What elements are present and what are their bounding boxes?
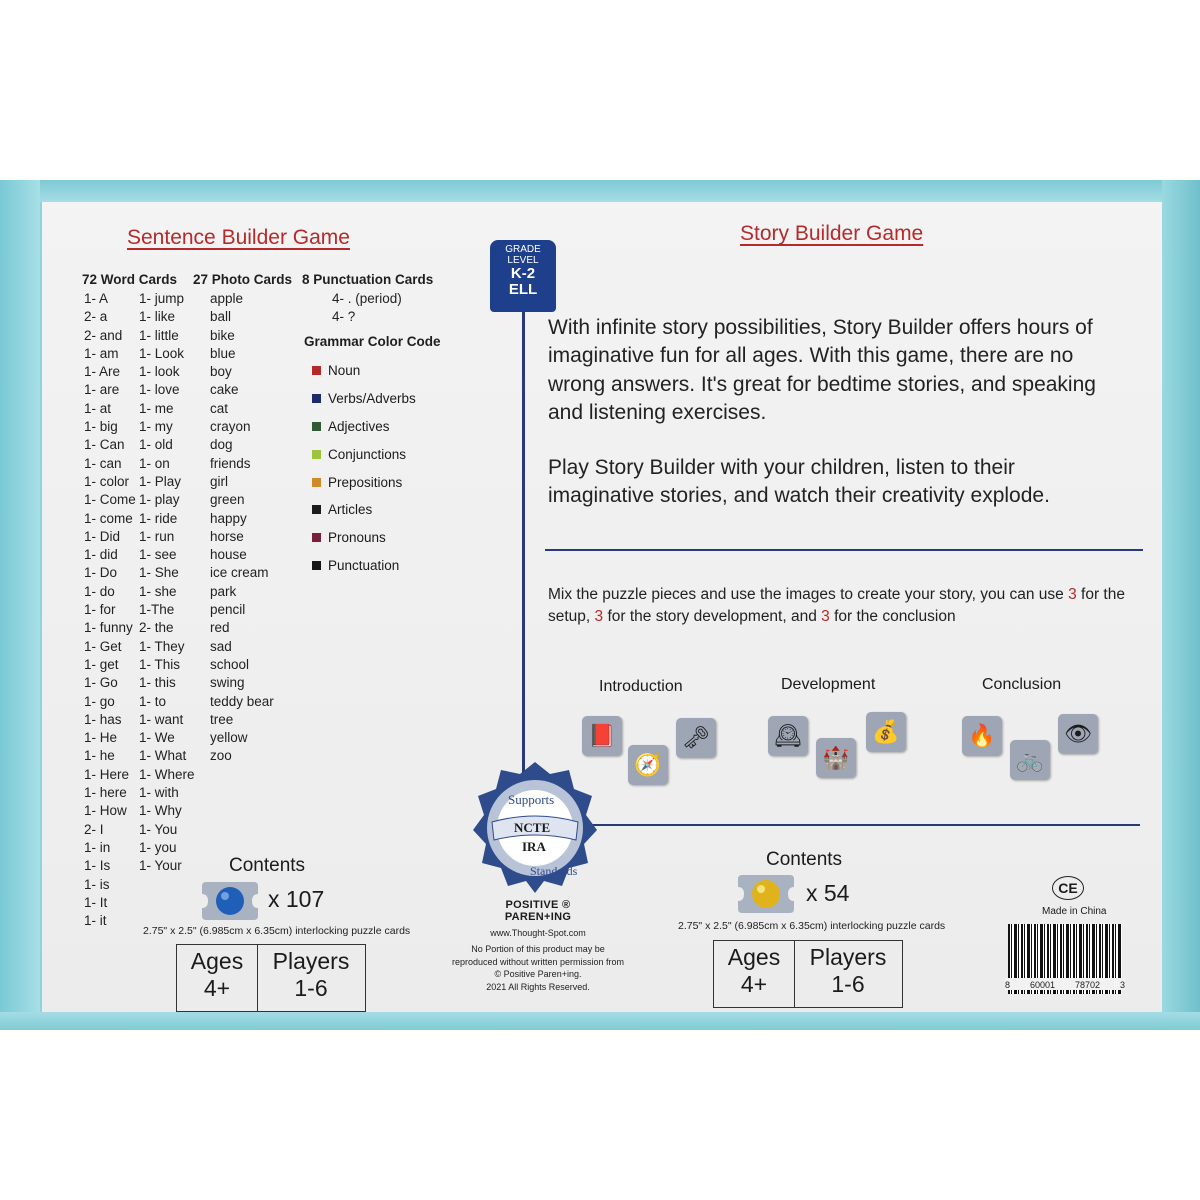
photo-card-item: swing <box>210 675 245 691</box>
story-game-title: Story Builder Game <box>740 222 924 245</box>
grade-line3: K-2 <box>510 265 536 282</box>
instr-part: for the story development, and <box>603 608 822 625</box>
box-edge-left <box>0 180 40 1030</box>
word-card-item: 1- Can <box>84 437 125 453</box>
word-card-item: 1- big <box>84 419 118 435</box>
word-card-item: 1- play <box>139 492 180 508</box>
word-card-item: 1- color <box>84 473 130 489</box>
castle-icon: 🏰 <box>816 738 856 778</box>
players-value: 1-6 <box>831 971 865 997</box>
story-instructions <box>548 584 1138 628</box>
yellow-puzzle-piece-icon <box>736 873 796 915</box>
ages-cell <box>714 941 794 1007</box>
word-card-item: 1- my <box>139 419 173 435</box>
word-card-item: 1- with <box>139 785 179 801</box>
barcode-digit: 78702 <box>1074 980 1101 990</box>
story-description: With infinite story possibilities, Story Builder offers hours of imaginative fun for all ages. With this game, there are no wrong answers. It's great for bedtime stories, and speaking and listening exercises. <box>548 316 1096 425</box>
word-card-item: 2- the <box>139 620 174 636</box>
grammar-label: Noun <box>328 363 361 379</box>
clock-icon: 🕰 <box>768 716 808 756</box>
treasure-icon: 💰 <box>866 712 906 752</box>
ages-cell <box>177 945 257 1011</box>
ages-value: 4+ <box>740 971 768 997</box>
story-contents-label: Contents <box>766 849 843 870</box>
word-card-item: 1- is <box>84 876 110 892</box>
word-card-item: 1- Go <box>84 675 118 691</box>
color-swatch-icon <box>312 366 321 375</box>
eye-icon: 👁 <box>1058 714 1098 754</box>
color-swatch-icon <box>312 422 321 431</box>
book-icon: 📕 <box>582 716 622 756</box>
photo-card-item: green <box>210 492 245 508</box>
ncte-ira-seal <box>470 760 600 895</box>
instr-number: 3 <box>821 608 830 625</box>
grade-line2: LEVEL <box>507 255 539 266</box>
sentence-ages-players-box <box>176 944 366 1012</box>
photo-card-item: cake <box>210 382 239 398</box>
word-card-item: 1- Do <box>84 565 118 581</box>
players-label: Players <box>809 944 887 970</box>
publisher-website: www.Thought-Spot.com <box>490 928 586 938</box>
grammar-row <box>312 440 416 468</box>
instr-part: for the conclusion <box>829 608 956 625</box>
word-card-item: 1- We <box>139 730 175 746</box>
sentence-game-title: Sentence Builder Game <box>127 226 350 249</box>
punct-item: 4- ? <box>332 309 356 325</box>
instr-part: Mix the puzzle pieces and use the images to create your story, you can use <box>548 586 1069 603</box>
word-card-item: 1- They <box>139 638 185 654</box>
story-divider-top <box>545 549 1143 551</box>
word-card-item: 2- a <box>84 309 108 325</box>
sentence-contents-label: Contents <box>229 855 306 876</box>
photo-card-item: apple <box>210 291 244 306</box>
word-card-item: 1- love <box>139 382 180 398</box>
word-card-item: 1- to <box>139 693 167 709</box>
stage-introduction: Introduction <box>599 678 683 695</box>
vertical-divider <box>522 310 525 820</box>
word-card-item: 1- A <box>84 291 109 306</box>
word-card-item: 1- old <box>139 437 173 453</box>
grammar-row <box>312 357 416 385</box>
color-swatch-icon <box>312 394 321 403</box>
barcode-digits <box>1005 978 1125 990</box>
ages-label: Ages <box>727 944 781 970</box>
word-card-item: 1- are <box>84 382 120 398</box>
word-card-item: 1-The <box>139 602 175 618</box>
photo-card-item: school <box>210 656 250 672</box>
word-card-item: 1- she <box>139 583 177 599</box>
box-edge-top <box>0 180 1200 202</box>
compass-icon: 🧭 <box>628 745 668 785</box>
logo-line2: PAREN+ING <box>504 911 572 923</box>
word-card-item: 1- want <box>139 711 184 727</box>
barcode-digit: 60001 <box>1029 980 1056 990</box>
color-swatch-icon <box>312 533 321 542</box>
grammar-row <box>312 385 416 413</box>
key-icon: 🗝 <box>676 718 716 758</box>
word-card-item: 1- go <box>84 693 115 709</box>
stage-development: Development <box>781 676 876 693</box>
story-play-text: Play Story Builder with your children, listen to their imaginative stories, and watch their creativity explode. <box>548 456 1050 508</box>
stage-conclusion: Conclusion <box>982 676 1062 693</box>
word-card-item: 1- How <box>84 803 127 819</box>
photo-card-item: happy <box>210 510 247 526</box>
photo-card-item: girl <box>210 473 229 489</box>
photo-card-item: sad <box>210 638 232 654</box>
word-card-item: 2- and <box>84 327 123 343</box>
word-card-item: 1- You <box>139 821 178 837</box>
word-card-item: 1- little <box>139 327 179 343</box>
word-card-item: 1- Are <box>84 364 121 380</box>
players-cell <box>257 945 364 1011</box>
grammar-label: Verbs/Adverbs <box>328 391 416 407</box>
word-card-item: 1- Is <box>84 858 111 874</box>
ages-label: Ages <box>190 948 244 974</box>
legal-line: © Positive Paren+ing. <box>494 969 582 979</box>
grammar-label: Conjunctions <box>328 446 407 462</box>
photo-card-item: yellow <box>210 730 248 746</box>
photo-card-item: ice cream <box>210 565 269 581</box>
sentence-card-dimensions: 2.75" x 2.5" (6.985cm x 6.35cm) interlocking puzzle cards <box>143 925 411 937</box>
grade-line1: GRADE <box>505 244 541 255</box>
word-list-col1 <box>84 290 136 930</box>
word-card-item: 1- run <box>139 528 175 544</box>
grammar-label: Punctuation <box>328 557 400 573</box>
box-edge-bottom <box>0 1012 1200 1030</box>
word-card-item: 1- Look <box>139 345 185 361</box>
grammar-label: Articles <box>328 502 373 518</box>
grade-line4: ELL <box>508 281 538 298</box>
grammar-label: Prepositions <box>328 474 403 490</box>
word-card-item: 1- Play <box>139 473 182 489</box>
word-card-item: 1- in <box>84 839 111 855</box>
photo-card-item: boy <box>210 364 232 380</box>
word-card-item: 1- Where <box>139 766 195 782</box>
bicycle-icon: 🚲 <box>1010 740 1050 780</box>
grammar-row <box>312 468 416 496</box>
photo-cards-header: 27 Photo Cards <box>193 272 293 287</box>
word-cards-header: 72 Word Cards <box>82 272 178 287</box>
word-card-item: 1- What <box>139 748 187 764</box>
word-card-item: 1- am <box>84 345 119 361</box>
word-card-item: 1- Did <box>84 528 121 544</box>
story-ages-players-box <box>713 940 903 1008</box>
word-card-item: 1- like <box>139 309 176 325</box>
word-card-item: 1- for <box>84 602 116 618</box>
word-card-item: 1- This <box>139 656 181 672</box>
legal-line: reproduced without written permission from <box>451 956 625 967</box>
ages-value: 4+ <box>203 975 231 1001</box>
punctuation-header: 8 Punctuation Cards <box>302 272 434 287</box>
campfire-icon: 🔥 <box>962 716 1002 756</box>
grammar-label: Pronouns <box>328 530 386 546</box>
word-card-item: 1- did <box>84 547 118 563</box>
story-card-count: x 54 <box>806 880 850 906</box>
photo-card-item: dog <box>210 437 233 453</box>
ce-mark-icon: CE <box>1052 876 1084 900</box>
word-card-item: 1- here <box>84 785 127 801</box>
grammar-row <box>312 552 416 580</box>
word-card-item: 1- Get <box>84 638 122 654</box>
word-card-item: 1- Here <box>84 766 130 782</box>
word-card-item: 1- at <box>84 400 112 416</box>
grammar-row <box>312 524 416 552</box>
photo-card-item: horse <box>210 528 244 544</box>
word-card-item: 1- can <box>84 455 122 471</box>
barcode-digit: 8 <box>1005 980 1011 990</box>
grammar-row <box>312 413 416 441</box>
word-card-item: 1- He <box>84 730 118 746</box>
legal-line: 2021 All Rights Reserved. <box>486 981 590 992</box>
color-swatch-icon <box>312 450 321 459</box>
word-card-item: 1- get <box>84 656 119 672</box>
word-card-item: 1- funny <box>84 620 133 636</box>
instr-number: 3 <box>594 608 604 625</box>
grade-level-badge <box>490 240 556 312</box>
word-card-item: 1- Your <box>139 858 182 874</box>
logo-line1: POSITIVE ® <box>505 899 571 911</box>
players-cell <box>794 941 901 1007</box>
word-card-item: 1- on <box>139 455 170 471</box>
word-card-item: 1- you <box>139 839 177 855</box>
grammar-header: Grammar Color Code <box>304 334 441 349</box>
word-card-item: 1- look <box>139 364 180 380</box>
word-card-item: 1- She <box>139 565 179 581</box>
word-card-item: 1- Why <box>139 803 182 819</box>
instr-part: for the setup, <box>548 586 1125 625</box>
photo-card-item: friends <box>210 455 251 471</box>
word-card-item: 1- this <box>139 675 176 691</box>
photo-card-item: ball <box>210 309 232 325</box>
seal-top-text: Supports <box>508 792 555 807</box>
grammar-row <box>312 496 416 524</box>
legal-line: No Portion of this product may be <box>471 944 605 954</box>
copyright-legal <box>448 943 628 993</box>
word-card-item: 1- see <box>139 547 177 563</box>
box-edge-right <box>1162 180 1200 1030</box>
word-card-item: 1- do <box>84 583 115 599</box>
word-card-item: 1- me <box>139 400 174 416</box>
color-swatch-icon <box>312 478 321 487</box>
photo-card-item: crayon <box>210 419 251 435</box>
word-card-item: 1- ride <box>139 510 178 526</box>
color-swatch-icon <box>312 505 321 514</box>
photo-card-item: blue <box>210 345 236 361</box>
sentence-card-count: x 107 <box>268 886 325 912</box>
word-card-item: 1- he <box>84 748 115 764</box>
photo-card-item: zoo <box>210 748 232 764</box>
word-card-item: 1- Come <box>84 492 136 508</box>
made-in-china: Made in China <box>1042 906 1107 917</box>
players-label: Players <box>272 948 350 974</box>
photo-card-item: tree <box>210 711 234 727</box>
instr-number: 3 <box>1068 586 1077 603</box>
photo-card-item: bike <box>210 327 235 343</box>
grammar-label: Adjectives <box>328 418 390 434</box>
word-card-item: 1- has <box>84 711 122 727</box>
color-swatch-icon <box>312 561 321 570</box>
photo-card-item: pencil <box>210 602 246 618</box>
story-divider-bottom <box>570 824 1140 826</box>
seal-bottom-text: Standards <box>530 864 578 878</box>
photo-card-item: red <box>210 620 230 636</box>
players-value: 1-6 <box>294 975 328 1001</box>
photo-card-item: park <box>210 583 237 599</box>
word-card-item: 1- it <box>84 913 107 929</box>
grammar-color-list <box>312 357 416 579</box>
barcode-digit: 3 <box>1119 980 1125 990</box>
seal-line2: IRA <box>522 839 546 854</box>
word-card-item: 2- I <box>84 821 104 837</box>
photo-card-item: cat <box>210 400 229 416</box>
word-list-col2 <box>139 290 195 876</box>
story-card-dimensions: 2.75" x 2.5" (6.985cm x 6.35cm) interlocking puzzle cards <box>678 920 946 932</box>
punct-item: 4- . (period) <box>332 291 402 306</box>
word-card-item: 1- jump <box>139 291 185 306</box>
photo-list <box>210 290 274 766</box>
positive-parenting-logo <box>488 899 588 923</box>
punctuation-list <box>332 290 402 327</box>
word-card-item: 1- come <box>84 510 133 526</box>
photo-card-item: teddy bear <box>210 693 274 709</box>
blue-puzzle-piece-icon <box>200 880 260 922</box>
word-card-item: 1- It <box>84 894 108 910</box>
photo-card-item: house <box>210 547 247 563</box>
seal-line1: NCTE <box>514 820 551 835</box>
